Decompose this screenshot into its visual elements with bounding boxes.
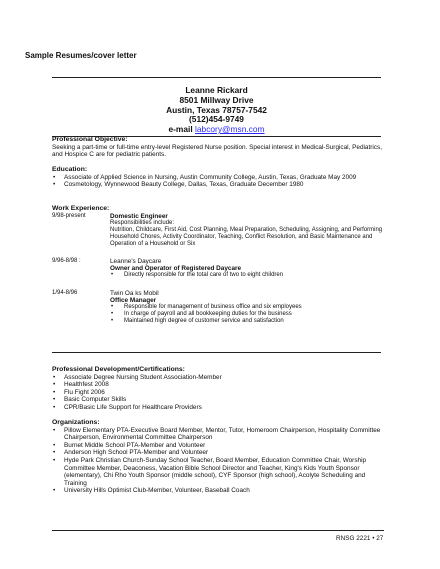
job-dates: 9/98-present xyxy=(52,213,86,219)
objective-heading: Professional Objective: xyxy=(52,136,128,143)
organizations-section xyxy=(52,419,387,495)
email-label: e-mail xyxy=(168,124,193,135)
experience-heading-block xyxy=(52,205,387,213)
development-item: • Basic Computer Skills xyxy=(52,396,387,404)
footer-rule xyxy=(52,530,384,531)
education-heading: Education: xyxy=(52,166,88,173)
organization-item: • Hyde Park Christian Church-Sunday School Teacher, Board Member, Education Committee Chair, Worship Committee Member, Deaconess, Vacation Bible School Director and Teacher, King's Kids Youth Sponsor (elementary), Chi Rho Youth Sponsor (middle school), CYF Sponsor (high school), Acolyte Scheduling and Training xyxy=(52,457,387,487)
development-item: • Associate Degree Nursing Student Association-Member xyxy=(52,374,387,382)
experience-heading: Work Experience: xyxy=(52,205,110,212)
section-rule xyxy=(52,352,381,353)
job-bullet: • Responsible for management of business office and six employees xyxy=(110,304,390,311)
applicant-name: Leanne Rickard xyxy=(185,85,248,95)
organizations-heading: Organizations: xyxy=(52,419,100,426)
development-section xyxy=(52,366,387,412)
address-line-2: Austin, Texas 78757-7542 xyxy=(166,104,267,115)
education-section xyxy=(52,166,387,189)
job-title: Domestic Engineer xyxy=(110,213,168,220)
job-role: Owner and Operator of Registered Daycare xyxy=(110,265,242,272)
job-organization: Twin Oa ks Mobil xyxy=(110,290,159,297)
development-heading: Professional Development/Certifications: xyxy=(52,366,185,373)
job-intro: Responsibilities include: xyxy=(110,220,175,226)
job-role: Office Manager xyxy=(110,297,157,304)
job-bullet: • In charge of payroll and all bookkeeping duties for the business xyxy=(110,311,390,318)
email-line xyxy=(52,125,381,135)
development-item: • Healthfest 2008 xyxy=(52,381,387,389)
objective-section xyxy=(52,136,387,159)
job-bullet: • Maintained high degree of customer service and satisfaction xyxy=(110,318,390,325)
organization-item: • Burnet Middle School PTA-Member and Volunteer xyxy=(52,442,387,450)
organization-item: • Pillow Elementary PTA-Executive Board Member, Mentor, Tutor, Homeroom Chairperson, Hospitality Committee Chairperson, Environmental Committee Chairperson xyxy=(52,427,387,442)
education-item: • Cosmetology, Wynnewood Beauty College, Dallas, Texas, Graduate December 1980 xyxy=(52,181,387,189)
contact-header xyxy=(52,86,381,135)
organization-item: • University Hills Optimist Club-Member, Volunteer, Baseball Coach xyxy=(52,487,387,495)
education-item: • Associate of Applied Science in Nursing, Austin Community College, Austin, Texas, Graduate May 2009 xyxy=(52,174,387,182)
address-line-1: 8501 Millway Drive xyxy=(179,94,254,105)
page-footer: RNSG 2221 • 27 xyxy=(336,535,384,542)
job-dates: 1/94-8/96 xyxy=(52,290,78,296)
organization-item: • Anderson High School PTA-Member and Volunteer xyxy=(52,449,387,457)
email-link[interactable]: labcory@msn.com xyxy=(195,124,265,135)
job-bullet: • Directly responsible for the total care of two to eight children xyxy=(110,272,390,279)
job-organization: Leanne's Daycare xyxy=(110,258,162,265)
development-item: • CPR/Basic Life Support for Healthcare Providers xyxy=(52,404,387,412)
job-dates: 9/96-8/98 : xyxy=(52,258,81,264)
phone-number: (512)454-9749 xyxy=(189,114,244,125)
job-description: Nutrition, Childcare, First Aid, Cost Planning, Meal Preparation, Scheduling, Assigning, and Performing Household Chores, Activity Coordinator, Teaching, Conflict Resolution, and Basic Maintenance and Operation of a Household or Six xyxy=(110,227,383,247)
top-rule xyxy=(52,77,381,78)
document-title: Sample Resumes/cover letter xyxy=(25,51,137,60)
objective-text: Seeking a part-time or full-time entry-level Registered Nurse position. Special interest in Medical-Surgical, Pediatrics, and Hospice C are for pediatric patients. xyxy=(52,143,382,159)
development-item: • Flu Fight 2006 xyxy=(52,389,387,397)
